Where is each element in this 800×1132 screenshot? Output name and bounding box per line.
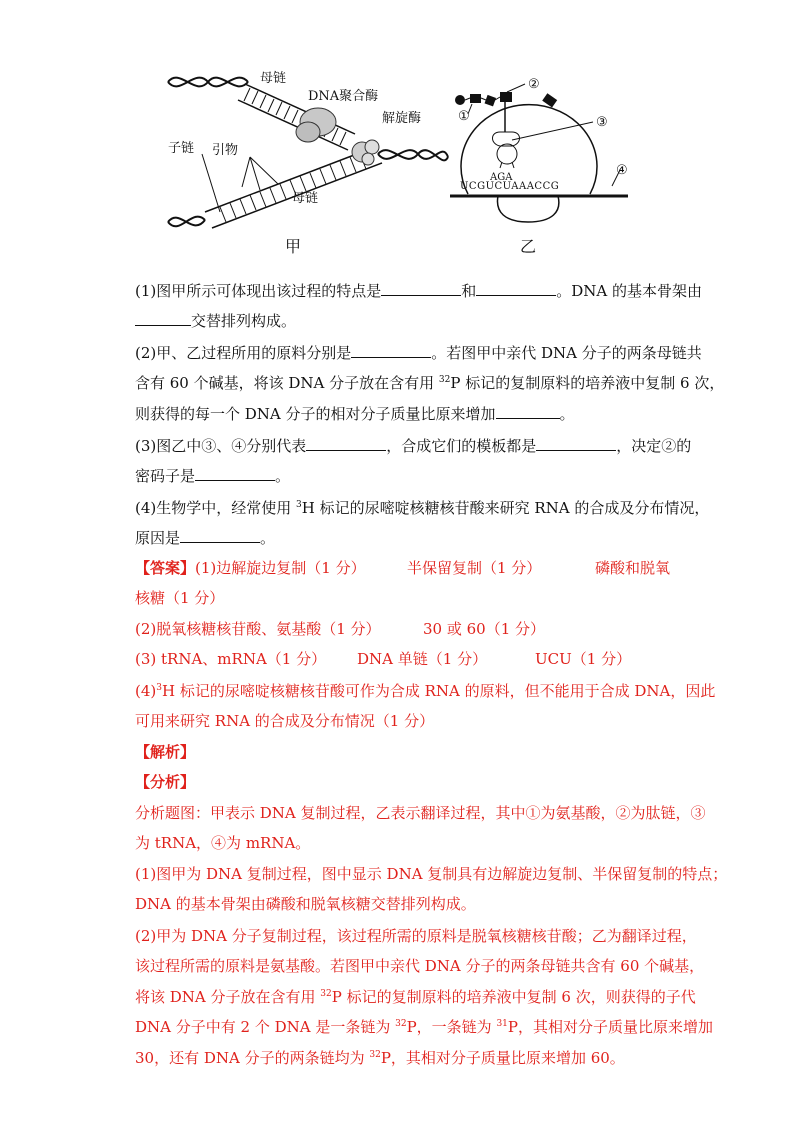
question-4-line-1 — [135, 498, 710, 518]
answer-line-6 — [135, 711, 695, 731]
answer-3-part-3: UCU（1 分） — [535, 650, 632, 668]
analysis-line-4: DNA 的基本骨架由磷酸和脱氧核糖交替排列构成。 — [135, 895, 476, 913]
q1-blank-3 — [135, 311, 191, 326]
q4-text-d: 。 — [260, 529, 276, 547]
mark-1: ① — [458, 109, 470, 124]
label-parent-strand-bottom: 母链 — [292, 191, 319, 206]
label-parent-strand-top: 母链 — [260, 71, 287, 86]
q3-text-c: ，决定②的 — [616, 437, 692, 455]
label-primer: 引物 — [212, 143, 239, 158]
answer-line-1 — [135, 558, 695, 578]
analysis-9-b: P，其相对分子质量比原来增加 60。 — [380, 1049, 625, 1067]
answer-1-part-2: 半保留复制（1 分） — [407, 559, 542, 577]
analysis-7-b: P 标记的复制原料的培养液中复制 6 次，则获得的子代 — [331, 988, 696, 1006]
figure-jia — [168, 71, 448, 256]
q3-text-a: (3)图乙中③、④分别代表 — [135, 437, 307, 455]
q4-text-b: H 标记的尿嘧啶核糖核苷酸来研究 RNA 的合成及分布情况， — [301, 499, 710, 517]
answer-line-4 — [135, 649, 695, 669]
analysis-line-5: (2)甲为 DNA 分子复制过程，该过程所需的原料是脱氧核糖核苷酸；乙为翻译过程， — [135, 927, 697, 945]
answer-line-3 — [135, 619, 695, 639]
q4-superscript: 3 — [296, 500, 302, 510]
answer-3-part-1: (3) tRNA、mRNA（1 分） — [135, 650, 327, 668]
caption-yi: 乙 — [520, 237, 537, 256]
analysis-line-9 — [135, 1048, 695, 1068]
analysis-line-7 — [135, 987, 695, 1007]
answer-4-part-2: 可用来研究 RNA 的合成及分布情况（1 分） — [135, 712, 435, 730]
analysis-tag-2: 【分析】 — [135, 773, 196, 791]
label-helicase: 解旋酶 — [382, 111, 422, 126]
mark-4: ④ — [616, 163, 628, 178]
q4-blank-1 — [180, 528, 260, 543]
question-3-line-2 — [135, 466, 695, 486]
analysis-line-2: 为 tRNA，④为 mRNA。 — [135, 834, 311, 852]
q4-text-c: 原因是 — [135, 529, 181, 547]
analysis-8-c: P，其相对分子质量比原来增加 — [507, 1018, 714, 1036]
answer-4-superscript: 3 — [156, 683, 162, 693]
caption-jia: 甲 — [285, 237, 302, 256]
label-dna-polymerase: DNA聚合酶 — [308, 89, 379, 104]
question-3-line-1 — [135, 436, 695, 456]
q3-text-e: 。 — [275, 467, 291, 485]
q2-text-c: 含有 60 个碱基，将该 DNA 分子放在含有用 — [135, 374, 439, 392]
q2-text-a: (2)甲、乙过程所用的原料分别是 — [135, 344, 352, 362]
mrna-sequence-text: UCGUCUAAACCG — [460, 181, 560, 192]
q2-text-f: 。 — [559, 405, 575, 423]
analysis-tag-1: 【解析】 — [135, 743, 196, 761]
answer-2-part-1: (2)脱氧核糖核苷酸、氨基酸（1 分） — [135, 620, 381, 638]
q1-text-d: 交替排列构成。 — [191, 312, 297, 330]
q1-text-c: 。DNA 的基本骨架由 — [556, 282, 703, 300]
analysis-line-6: 该过程所需的原料是氨基酸。若图甲中亲代 DNA 分子的两条母链共含有 60 个碱基， — [135, 957, 705, 975]
answer-line-2 — [135, 588, 695, 608]
answer-line-5: $(4)^3H$ 标记的尿嘧啶核糖核苷酸可作为合成 RNA 的原料，但不能用于合成 DNA，因此 — [135, 682, 716, 700]
analysis-8-a: DNA 分子中有 2 个 DNA 是一条链为 — [135, 1018, 396, 1036]
question-1-line-2 — [135, 311, 695, 331]
mark-2: ② — [528, 77, 540, 92]
q2-text-b: 。若图甲中亲代 DNA 分子的两条母链共 — [431, 344, 702, 362]
figure-yi — [450, 77, 628, 256]
q2-blank-1 — [351, 343, 431, 358]
answer-tag: 【答案】 — [135, 559, 196, 577]
analysis-7-a: 将该 DNA 分子放在含有用 — [135, 988, 321, 1006]
label-daughter-strand: 子链 — [168, 141, 195, 156]
q1-blank-1 — [381, 281, 461, 296]
anticodon-text: AGA — [490, 172, 513, 183]
question-4-line-2 — [135, 528, 695, 548]
q2-blank-2 — [496, 404, 560, 419]
analysis-7-sup: 32 — [320, 989, 332, 999]
q1-text-a: (1)图甲所示可体现出该过程的特点是 — [135, 282, 382, 300]
dna-figure-svg — [150, 62, 650, 262]
q1-blank-2 — [476, 281, 556, 296]
analysis-9-sup: 32 — [369, 1050, 381, 1060]
q2-text-e: 则获得的每一个 DNA 分子的相对分子质量比原来增加 — [135, 405, 496, 423]
q3-text-d: 密码子是 — [135, 467, 196, 485]
answer-3-part-2: DNA 单链（1 分） — [357, 650, 488, 668]
analysis-line-8 — [135, 1017, 714, 1037]
q1-text-b: 和 — [461, 282, 477, 300]
analysis-8-b: P，一条链为 — [406, 1018, 497, 1036]
analysis-9-a: 30，还有 DNA 分子的两条链均为 — [135, 1049, 370, 1067]
q4-text-a: (4)生物学中，经常使用 — [135, 499, 297, 517]
analysis-line-1: 分析题图：甲表示 DNA 复制过程，乙表示翻译过程，其中①为氨基酸，②为肽链，③ — [135, 804, 706, 822]
q2-text-d: P 标记的复制原料的培养液中复制 6 次， — [450, 374, 725, 392]
answer-1-part-4: 核糖（1 分） — [135, 589, 225, 607]
q3-text-b: ，合成它们的模板都是 — [386, 437, 537, 455]
answer-2-part-2: 30 或 60（1 分） — [423, 620, 546, 638]
question-2-line-2 — [135, 373, 725, 393]
mark-3: ③ — [596, 115, 608, 130]
figure-diagram — [150, 62, 650, 262]
question-1-line-1 — [135, 281, 703, 301]
analysis-8-sup-1: 32 — [395, 1019, 407, 1029]
analysis-line-3: (1)图甲为 DNA 复制过程，图中显示 DNA 复制具有边解旋边复制、半保留复制的特点； — [135, 865, 728, 883]
question-2-line-1 — [135, 343, 702, 363]
q3-blank-2 — [536, 436, 616, 451]
analysis-8-sup-2: 31 — [496, 1019, 508, 1029]
q3-blank-3 — [195, 466, 275, 481]
answer-1-part-1: (1)边解旋边复制（1 分） — [195, 559, 366, 577]
answer-1-part-3: 磷酸和脱氧 — [595, 559, 671, 577]
q3-blank-1 — [306, 436, 386, 451]
answer-4-part-1: H 标记的尿嘧啶核糖核苷酸可作为合成 RNA 的原料，但不能用于合成 DNA，因此 — [161, 682, 716, 700]
question-2-line-3 — [135, 404, 695, 424]
q2-superscript: 32 — [438, 375, 451, 385]
